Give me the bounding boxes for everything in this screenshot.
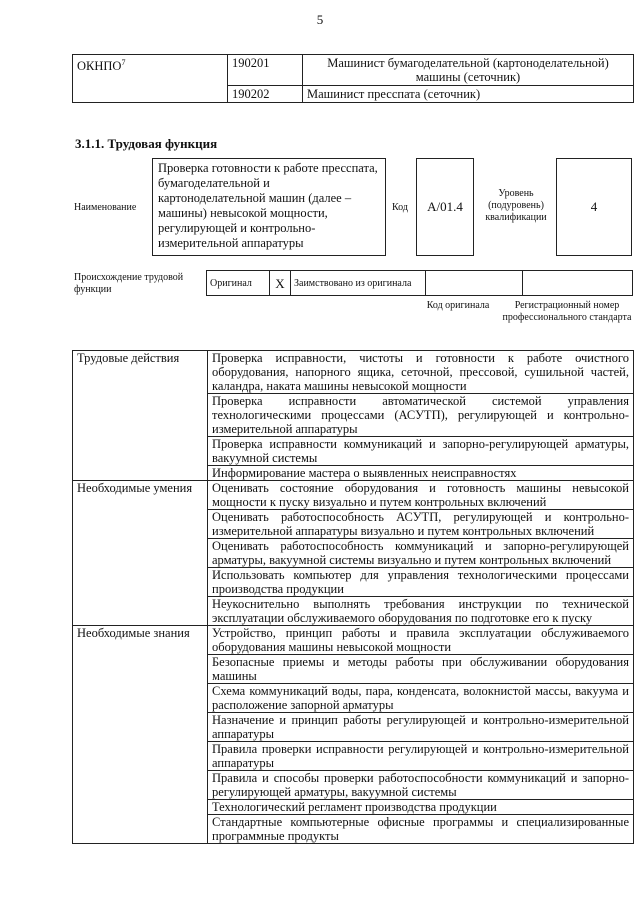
section-title: 3.1.1. Трудовая функция xyxy=(75,136,218,151)
list-item: Правила проверки исправности регулирующей и контрольно-измерительной аппаратуры xyxy=(208,742,634,771)
function-name: Проверка готовности к работе пресспата, бумагоделательной и картоноделательной машин (далее – машины) невысокой мощности, регулирующей и контрольно-измерительной аппаратуры xyxy=(152,158,386,256)
okpdtr-label-cell xyxy=(73,55,228,103)
okpdtr-footnote: 7 xyxy=(121,58,126,67)
okpdtr-table xyxy=(72,54,634,103)
qualification-level: 4 xyxy=(556,158,632,256)
list-item: Информирование мастера о выявленных неисправностях xyxy=(208,466,634,481)
registration-caption: Регистрационный номер профессионального стандарта xyxy=(502,300,632,323)
origin-original: Оригинал xyxy=(207,271,270,296)
table-row xyxy=(73,55,634,86)
list-item: Оценивать состояние оборудования и готовность машины невысокой мощности к пуску визуально и путем контрольных включений xyxy=(208,481,634,510)
list-item: Неукоснительно выполнять требования инструкции по технической эксплуатации обслуживаемого оборудования по подготовке его к пуску xyxy=(208,597,634,626)
category-cell: Трудовые действия xyxy=(73,351,208,481)
okpdtr-code: 190201 xyxy=(228,55,303,86)
list-item: Проверка исправности коммуникаций и запорно-регулирующей арматуры, вакуумной системы xyxy=(208,437,634,466)
list-item: Технологический регламент производства продукции xyxy=(208,800,634,815)
origin-borrowed: Заимствовано из оригинала xyxy=(291,271,426,296)
origin-label: Происхождение трудовой функции xyxy=(74,272,184,295)
okpdtr-label: ОКНПО xyxy=(77,59,122,74)
code-label: Код xyxy=(392,202,408,213)
table-row xyxy=(73,351,634,394)
table-row xyxy=(207,271,633,296)
list-item: Схема коммуникаций воды, пара, конденсата, волокнистой массы, вакуума и расположение запорной арматуры xyxy=(208,684,634,713)
origin-reg-cell xyxy=(523,271,633,296)
category-cell: Необходимые знания xyxy=(73,626,208,844)
page-number: 5 xyxy=(316,12,324,27)
list-item: Проверка исправности, чистоты и готовности к работе очистного оборудования, напорного ящика, сеточной, прессовой, сушильной частей, каландра, наката машины невысокой мощности xyxy=(208,351,634,394)
list-item: Проверка исправности автоматической системой управления технологическими процессами (АСУТП), регулирующей и контрольно-измерительной аппаратуры xyxy=(208,394,634,437)
list-item: Устройство, принцип работы и правила эксплуатации обслуживаемого оборудования машины невысокой мощности xyxy=(208,626,634,655)
name-label: Наименование xyxy=(74,202,137,213)
okpdtr-name: Машинист пресспата (сеточник) xyxy=(303,86,634,103)
list-item: Оценивать работоспособность коммуникаций и запорно-регулирующей арматуры, вакуумной системы визуально и путем контрольных включений xyxy=(208,539,634,568)
category-cell: Необходимые умения xyxy=(73,481,208,626)
list-item: Использовать компьютер для управления технологическими процессами производства продукции xyxy=(208,568,634,597)
function-code: А/01.4 xyxy=(416,158,474,256)
origin-code-cell xyxy=(426,271,523,296)
table-row xyxy=(73,626,634,655)
list-item: Безопасные приемы и методы работы при обслуживании оборудования машины xyxy=(208,655,634,684)
list-item: Правила и способы проверки работоспособности коммуникаций и запорно-регулирующей арматуры, вакуумной системы xyxy=(208,771,634,800)
origin-mark: X xyxy=(270,271,291,296)
level-label: Уровень (подуровень) квалификации xyxy=(485,188,547,223)
origin-table xyxy=(206,270,633,296)
list-item: Стандартные компьютерные офисные программы и специализированные программные продукты xyxy=(208,815,634,844)
table-row xyxy=(73,481,634,510)
okpdtr-name: Машинист бумагоделательной (картоноделательной) машины (сеточник) xyxy=(303,55,634,86)
function-table xyxy=(72,350,634,844)
okpdtr-code: 190202 xyxy=(228,86,303,103)
code-original-caption: Код оригинала xyxy=(426,300,490,311)
list-item: Назначение и принцип работы регулирующей и контрольно-измерительной аппаратуры xyxy=(208,713,634,742)
list-item: Оценивать работоспособность АСУТП, регулирующей и контрольно-измерительной аппаратуры визуально и путем контрольных включений xyxy=(208,510,634,539)
